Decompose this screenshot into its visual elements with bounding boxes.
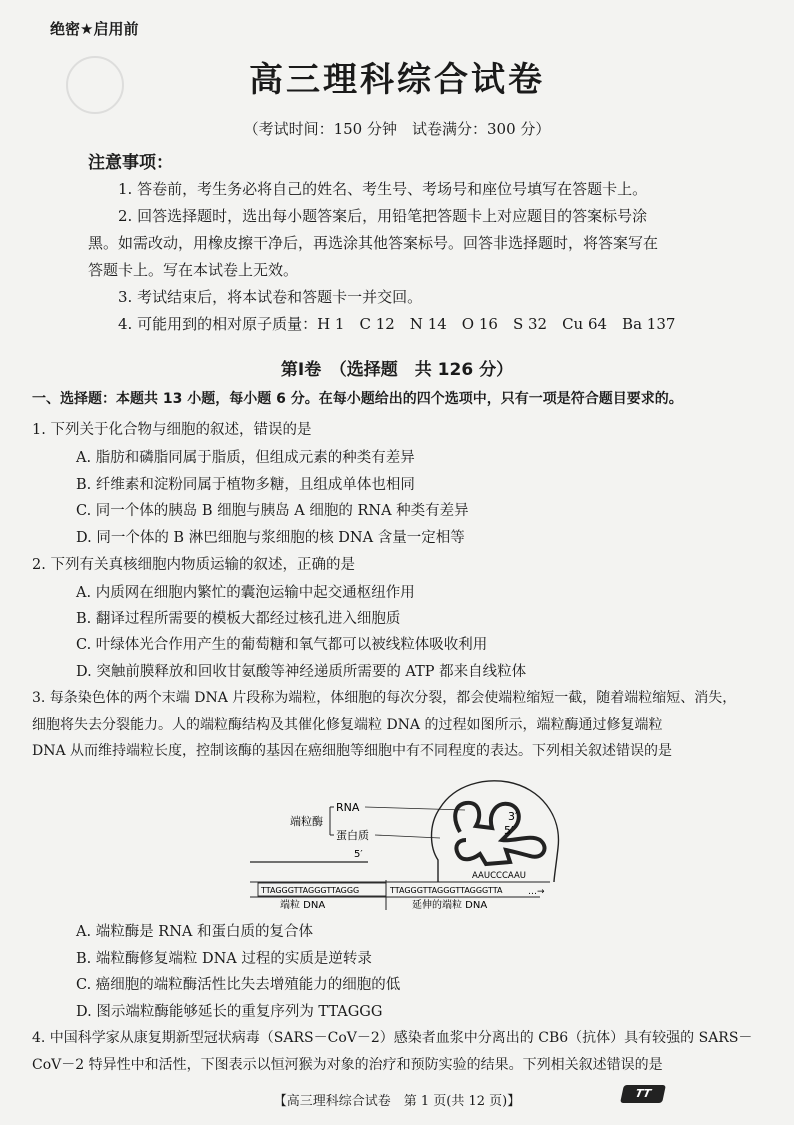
enzyme-outline: [432, 781, 559, 882]
pointer-line: [375, 835, 440, 838]
protein-label: 蛋白质: [336, 829, 369, 842]
question-2-option-d: D. 突触前膜释放和回收甘氨酸等神经递质所需要的 ATP 都来自线粒体: [76, 664, 527, 680]
rna-label: RNA: [336, 801, 360, 814]
pointer-line: [365, 807, 465, 810]
question-1-option-b: B. 纤维素和淀粉同属于植物多糖，且组成单体也相同: [76, 477, 415, 493]
question-2-stem: 2. 下列有关真核细胞内物质运输的叙述，正确的是: [32, 557, 355, 573]
question-1-option-a: A. 脂肪和磷脂同属于脂质，但组成元素的种类有差异: [76, 450, 415, 466]
notice-line: 3. 考试结束后，将本试卷和答题卡一并交回。: [118, 288, 423, 306]
telomere-dna-label: 端粒 DNA: [280, 900, 326, 910]
question-4-stem: CoV－2 特异性中和活性，下图表示以恒河猴为对象的治疗和预防实验的结果。下列相关叙述错误的是: [32, 1057, 663, 1073]
prime-5-strand-label: 5′: [354, 849, 363, 860]
question-1-option-d: D. 同一个体的 B 淋巴细胞与浆细胞的核 DNA 含量一定相等: [76, 530, 465, 546]
template-sequence: AAUCCCAAU: [472, 871, 526, 881]
notice-line: 黑。如需改动，用橡皮擦干净后，再选涂其他答案标号。回答非选择题时，将答案写在: [88, 234, 659, 252]
question-1-stem: 1. 下列关于化合物与细胞的叙述，错误的是: [32, 422, 312, 438]
question-3-option-d: D. 图示端粒酶能够延长的重复序列为 TTAGGG: [76, 1004, 383, 1020]
prime-5-inner-label: 5′: [504, 824, 514, 837]
question-2-option-a: A. 内质网在细胞内繁忙的囊泡运输中起交通枢纽作用: [76, 585, 415, 601]
question-3-stem: 细胞将失去分裂能力。人的端粒酶结构及其催化修复端粒 DNA 的过程如图所示，端粒酶通过修复端粒: [32, 717, 663, 733]
rna-structure: [455, 803, 544, 864]
question-3-stem: 3. 每条染色体的两个末端 DNA 片段称为端粒，体细胞的每次分裂，都会使端粒缩短一截，随着端粒缩短、消失，: [32, 690, 737, 706]
question-4-stem: 4. 中国科学家从康复期新型冠状病毒（SARS－CoV－2）感染者血浆中分离出的 CB6（抗体）具有较强的 SARS－: [32, 1030, 753, 1046]
notice-line: 答题卡上。写在本试卷上无效。: [88, 261, 299, 279]
extended-sequence: TTAGGGTTAGGGTTAGGGTTA: [390, 886, 503, 895]
question-1-option-c: C. 同一个体的胰岛 B 细胞与胰岛 A 细胞的 RNA 种类有差异: [76, 503, 469, 519]
notice-heading: 注意事项：: [88, 153, 173, 173]
exam-title: 高三理科综合试卷: [249, 60, 545, 100]
page-footer: 【高三理科综合试卷 第 1 页(共 12 页)】: [273, 1094, 521, 1109]
publisher-logo: TT: [620, 1085, 666, 1103]
question-3-option-b: B. 端粒酶修复端粒 DNA 过程的实质是逆转录: [76, 951, 372, 967]
question-3-stem: DNA 从而维持端粒长度，控制该酶的基因在癌细胞等细胞中有不同程度的表达。下列相关叙述错误的是: [32, 743, 673, 759]
question-3-option-a: A. 端粒酶是 RNA 和蛋白质的复合体: [76, 924, 313, 940]
section-instruction: 一、选择题：本题共 13 小题，每小题 6 分。在每小题给出的四个选项中，只有一项是符合题目要求的。: [32, 391, 683, 407]
telomerase-figure: [240, 770, 570, 910]
telomere-sequence: TTAGGGTTAGGGTTAGGG: [261, 886, 360, 895]
notice-line: 1. 答卷前，考生务必将自己的姓名、考生号、考场号和座位号填写在答题卡上。: [118, 180, 648, 198]
extended-dna-label: 延伸的端粒 DNA: [412, 900, 488, 910]
question-3-option-c: C. 癌细胞的端粒酶活性比失去增殖能力的细胞的低: [76, 977, 401, 993]
exam-time-info: （考试时间：150 分钟 试卷满分：300 分）: [243, 120, 551, 138]
notice-line: 4. 可能用到的相对原子质量：H 1 C 12 N 14 O 16 S 32 Cu 64 Ba 137: [118, 315, 676, 333]
enzyme-label: 端粒酶: [290, 815, 323, 828]
strand-arrow: …→: [528, 887, 545, 897]
question-2-option-c: C. 叶绿体光合作用产生的葡萄糖和氧气都可以被线粒体吸收利用: [76, 637, 488, 653]
section-title: 第Ⅰ卷 （选择题 共 126 分）: [280, 360, 514, 380]
prime-3-label: 3′: [508, 810, 518, 823]
question-2-option-b: B. 翻译过程所需要的模板大都经过核孔进入细胞质: [76, 611, 401, 627]
confidential-mark: 绝密★启用前: [50, 20, 139, 38]
notice-line: 2. 回答选择题时，选出每小题答案后，用铅笔把答题卡上对应题目的答案标号涂: [118, 207, 648, 225]
